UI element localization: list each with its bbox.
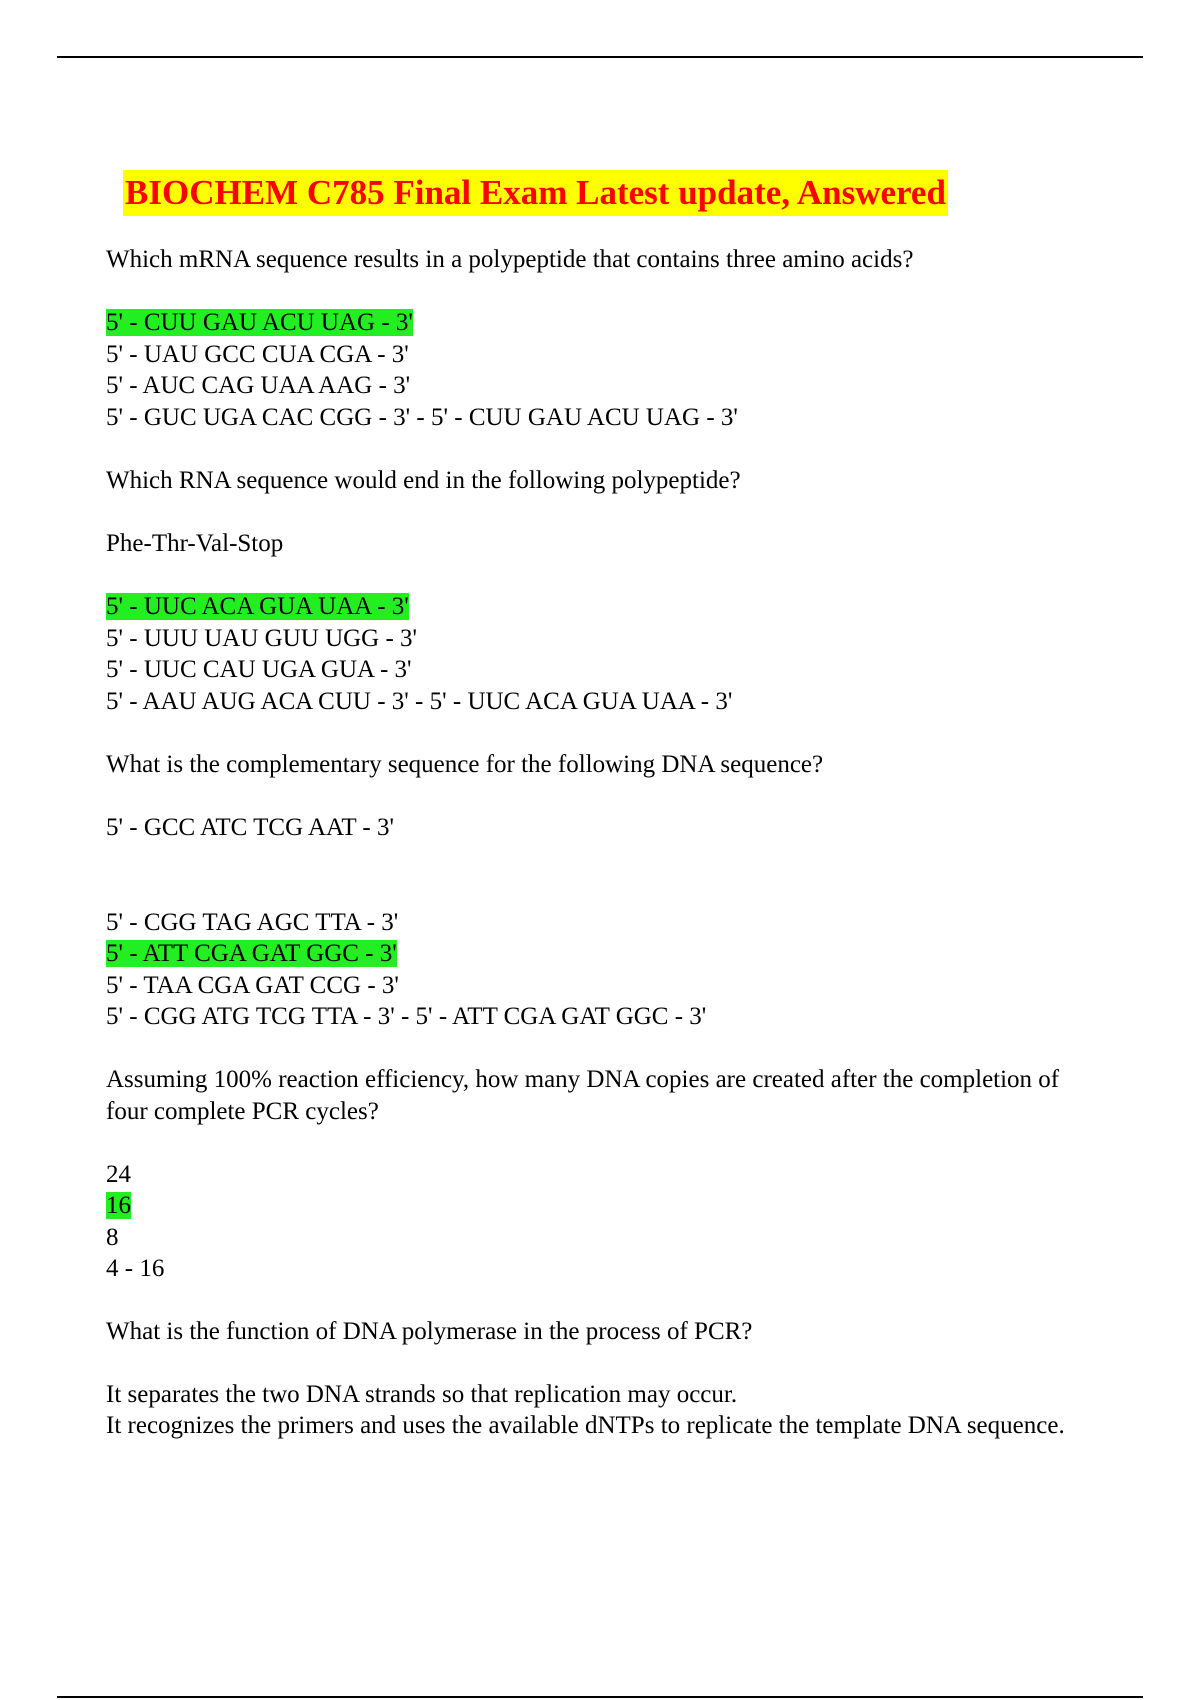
question-5-option-1: It separates the two DNA strands so that replication may occur. <box>106 1381 738 1408</box>
question-2-prompt: Which RNA sequence would end in the following polypeptide? <box>106 467 741 494</box>
question-1-prompt: Which mRNA sequence results in a polypeptide that contains three amino acids? <box>106 246 914 273</box>
question-1-option-2: 5' - UAU GCC CUA CGA - 3' <box>106 341 409 368</box>
footer-rule <box>57 1696 1143 1698</box>
header-rule <box>57 56 1143 58</box>
correct-answer-highlight: 5' - ATT CGA GAT GGC - 3' <box>106 940 397 967</box>
question-1-option-1 <box>106 307 413 338</box>
question-5-option-2: It recognizes the primers and uses the available dNTPs to replicate the template DNA sequence. <box>106 1412 1065 1439</box>
question-4-option-1: 24 <box>106 1161 131 1188</box>
question-1-option-3: 5' - AUC CAG UAA AAG - 3' <box>106 372 411 399</box>
document-title: BIOCHEM C785 Final Exam Latest update, Answered <box>123 170 948 216</box>
question-3-option-2 <box>106 938 397 969</box>
question-1-option-4: 5' - GUC UGA CAC CGG - 3' - 5' - CUU GAU ACU UAG - 3' <box>106 404 738 431</box>
question-2-option-2: 5' - UUU UAU GUU UGG - 3' <box>106 625 418 652</box>
question-3-option-1: 5' - CGG TAG AGC TTA - 3' <box>106 909 399 936</box>
question-3-option-4: 5' - CGG ATG TCG TTA - 3' - 5' - ATT CGA GAT GGC - 3' <box>106 1003 707 1030</box>
title-block <box>123 170 948 216</box>
question-4-option-2 <box>106 1190 131 1221</box>
correct-answer-highlight: 5' - CUU GAU ACU UAG - 3' <box>106 309 413 336</box>
correct-answer-highlight: 5' - UUC ACA GUA UAA - 3' <box>106 593 409 620</box>
question-2-option-4: 5' - AAU AUG ACA CUU - 3' - 5' - UUC ACA GUA UAA - 3' <box>106 688 733 715</box>
question-4-prompt: Assuming 100% reaction efficiency, how many DNA copies are created after the completion of four complete PCR cycles? <box>106 1066 1060 1125</box>
question-3-prompt: What is the complementary sequence for the following DNA sequence? <box>106 751 824 778</box>
question-2-option-3: 5' - UUC CAU UGA GUA - 3' <box>106 656 412 683</box>
question-3-given: 5' - GCC ATC TCG AAT - 3' <box>106 814 394 841</box>
question-5-prompt: What is the function of DNA polymerase in the process of PCR? <box>106 1318 753 1345</box>
question-3-option-3: 5' - TAA CGA GAT CCG - 3' <box>106 972 399 999</box>
correct-answer-highlight: 16 <box>106 1192 131 1219</box>
question-4-option-4: 4 - 16 <box>106 1255 165 1282</box>
question-2-option-1 <box>106 591 409 622</box>
question-2-given: Phe-Thr-Val-Stop <box>106 530 284 557</box>
question-4-option-3: 8 <box>106 1224 119 1251</box>
